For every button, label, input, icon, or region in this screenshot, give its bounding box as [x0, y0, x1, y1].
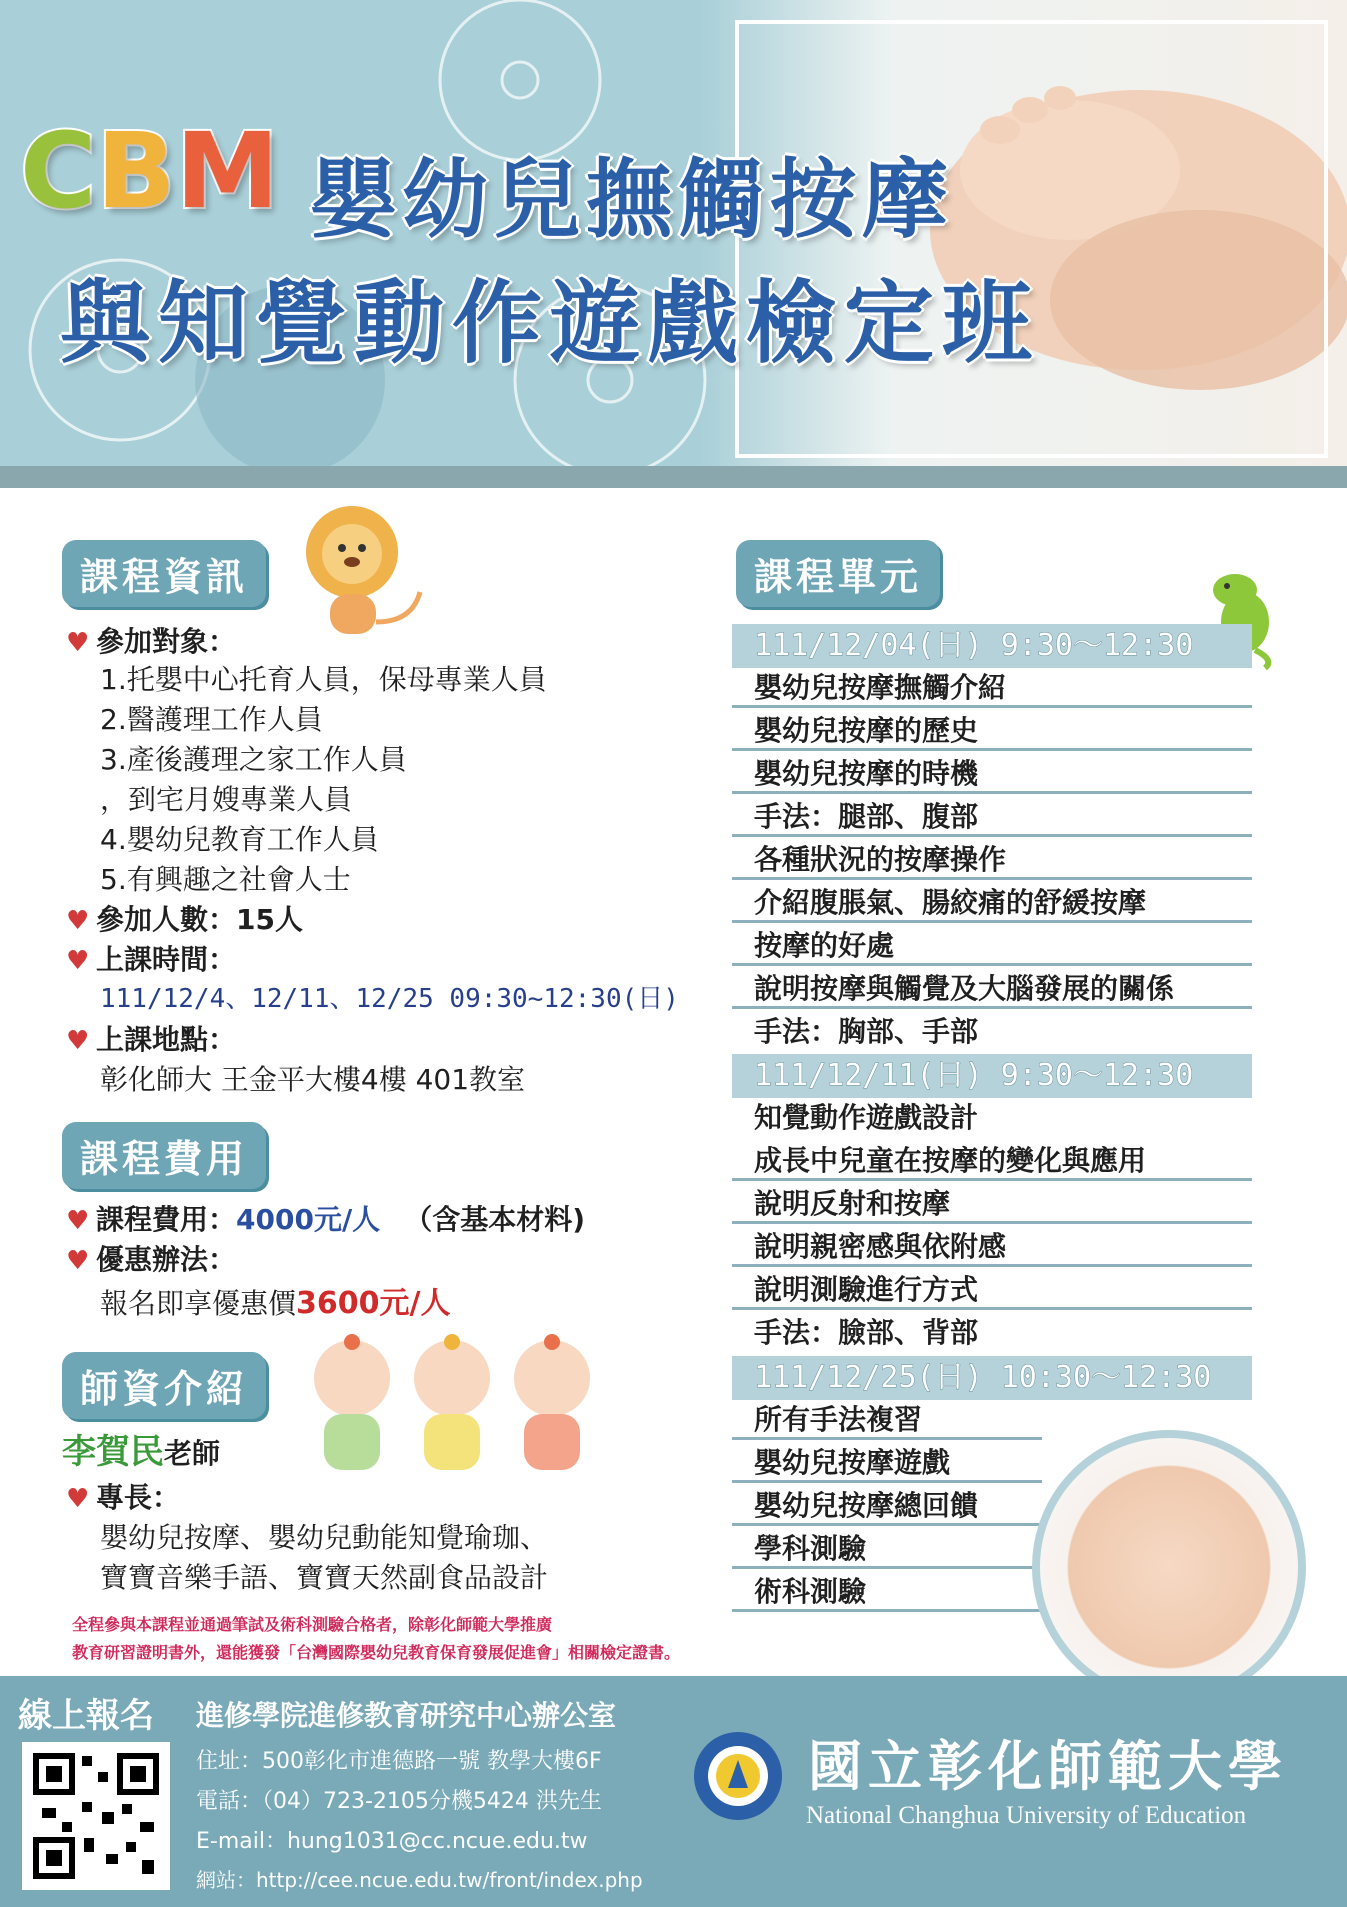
time-value: 111/12/4、12/11、12/25 09:30~12:30(日)	[100, 984, 679, 1014]
website-link[interactable]: 網站：http://cee.ncue.edu.tw/front/index.php	[196, 1868, 643, 1892]
expertise-item: 寶寶音樂手語、寶寶天然副食品設計	[100, 1561, 549, 1594]
qr-code-icon	[22, 1742, 170, 1890]
phone: 電話：（04）723-2105分機5424 洪先生	[196, 1789, 602, 1814]
lesson-item: 所有手法複習	[732, 1400, 1042, 1440]
session-date-bar: 111/12/11(日) 9:30～12:30	[732, 1054, 1252, 1098]
tab-course-units: 課程單元	[736, 540, 940, 607]
fee-note: （含基本材料)	[404, 1203, 585, 1236]
baby-hands-photo	[1032, 1430, 1306, 1704]
lesson-item: 知覺動作遊戲設計	[754, 1101, 979, 1134]
heart-icon: ♥	[66, 1246, 90, 1276]
session-date-bar: 111/12/04(日) 9:30～12:30	[732, 624, 1252, 668]
location-label: ♥ 上課地點：	[66, 1023, 237, 1056]
discount-line: 報名即享優惠價3600元/人	[100, 1286, 451, 1321]
location-value: 彰化師大 王金平大樓4樓 401教室	[100, 1063, 526, 1096]
fee-line: ♥ 課程費用：4000元/人 （含基本材料)	[66, 1203, 585, 1236]
heart-icon: ♥	[66, 1206, 90, 1236]
participant-item: 5.有興趣之社會人士	[100, 863, 351, 896]
header-banner	[0, 0, 1347, 470]
cbm-letter-b: B	[96, 110, 176, 232]
lion-icon	[302, 502, 432, 642]
teacher-title: 老師	[164, 1437, 221, 1470]
lesson-item: 說明測驗進行方式	[732, 1270, 1252, 1310]
expertise-label: ♥ 專長：	[66, 1481, 181, 1514]
heart-icon: ♥	[66, 1026, 90, 1056]
discount-value: 3600元/人	[296, 1286, 451, 1321]
participant-item: 3.產後護理之家工作人員	[100, 743, 407, 776]
tab-teacher: 師資介紹	[62, 1352, 266, 1419]
lesson-item: 手法：胸部、手部	[754, 1015, 979, 1048]
participants-label: ♥ 參加對象：	[66, 625, 237, 658]
lesson-item: 嬰幼兒按摩的歷史	[732, 711, 1252, 751]
lesson-item: 介紹腹脹氣、腸絞痛的舒緩按摩	[732, 883, 1252, 923]
lesson-item: 嬰幼兒按摩的時機	[732, 754, 1252, 794]
discount-label: ♥ 優惠辦法：	[66, 1243, 237, 1276]
office-name: 進修學院進修教育研究中心辦公室	[196, 1699, 617, 1732]
lesson-item: 嬰幼兒按摩撫觸介紹	[732, 668, 1252, 708]
qr-code[interactable]	[22, 1742, 170, 1890]
lesson-item: 說明親密感與依附感	[732, 1227, 1252, 1267]
header-bottom-band	[0, 466, 1347, 488]
heart-icon: ♥	[66, 1484, 90, 1514]
participant-item: 4.嬰幼兒教育工作人員	[100, 823, 379, 856]
university-name-zh: 國立彰化師範大學	[808, 1734, 1288, 1798]
heart-icon: ♥	[66, 906, 90, 936]
cbm-logo	[20, 110, 279, 232]
lesson-item: 學科測驗	[732, 1529, 1042, 1569]
participant-item: 1.托嬰中心托育人員，保母專業人員	[100, 663, 547, 696]
tab-course-info: 課程資訊	[62, 540, 266, 607]
cbm-letter-c: C	[20, 110, 97, 232]
address: 住址：500彰化市進德路一號 教學大樓6F	[196, 1749, 602, 1774]
signup-label: 線上報名	[18, 1696, 154, 1736]
lesson-item: 手法：腿部、腹部	[732, 797, 1252, 837]
session-date-bar: 111/12/25(日) 10:30～12:30	[732, 1356, 1252, 1400]
university-name-en: National Changhua University of Education	[806, 1802, 1247, 1829]
note-line-2: 教育研習證明書外，還能獲發「台灣國際嬰幼兒教育保育發展促進會」相關檢定證書。	[72, 1643, 681, 1662]
teacher-name: 李賀民	[62, 1432, 164, 1472]
expertise-item: 嬰幼兒按摩、嬰幼兒動能知覺瑜珈、	[100, 1521, 549, 1554]
lesson-item: 各種狀況的按摩操作	[732, 840, 1252, 880]
participant-item: ，到宅月嫂專業人員	[100, 783, 353, 816]
time-label: ♥ 上課時間：	[66, 943, 237, 976]
participant-item: 2.醫護理工作人員	[100, 703, 323, 736]
headcount: ♥ 參加人數：15人	[66, 903, 303, 936]
lesson-item: 嬰幼兒按摩總回饋	[732, 1486, 1042, 1526]
lesson-item: 成長中兒童在按摩的變化與應用	[732, 1141, 1252, 1181]
lesson-item: 術科測驗	[732, 1572, 1042, 1612]
note-line-1: 全程參與本課程並通過筆試及術科測驗合格者，除彰化師範大學推廣	[72, 1615, 553, 1634]
university-seal-icon	[692, 1730, 784, 1822]
lesson-item: 按摩的好處	[732, 926, 1252, 966]
title-line-1: 嬰幼兒撫觸按摩	[310, 150, 954, 250]
email-link[interactable]: E-mail：hung1031@cc.ncue.edu.tw	[196, 1829, 588, 1854]
lesson-item: 嬰幼兒按摩遊戲	[732, 1443, 1042, 1483]
lesson-item: 手法：臉部、背部	[754, 1316, 979, 1349]
tab-course-fee: 課程費用	[62, 1122, 266, 1189]
heart-icon: ♥	[66, 628, 90, 658]
cbm-letter-m: M	[175, 110, 280, 232]
lesson-item: 說明按摩與觸覺及大腦發展的關係	[732, 969, 1252, 1009]
fee-value: 4000元/人	[236, 1203, 381, 1236]
footer	[0, 1676, 1347, 1907]
teacher-name-line	[62, 1424, 220, 1473]
lesson-item: 說明反射和按摩	[732, 1184, 1252, 1224]
heart-icon: ♥	[66, 946, 90, 976]
title-line-2: 與知覺動作遊戲檢定班	[60, 271, 1040, 376]
babies-illustration	[302, 1330, 612, 1490]
